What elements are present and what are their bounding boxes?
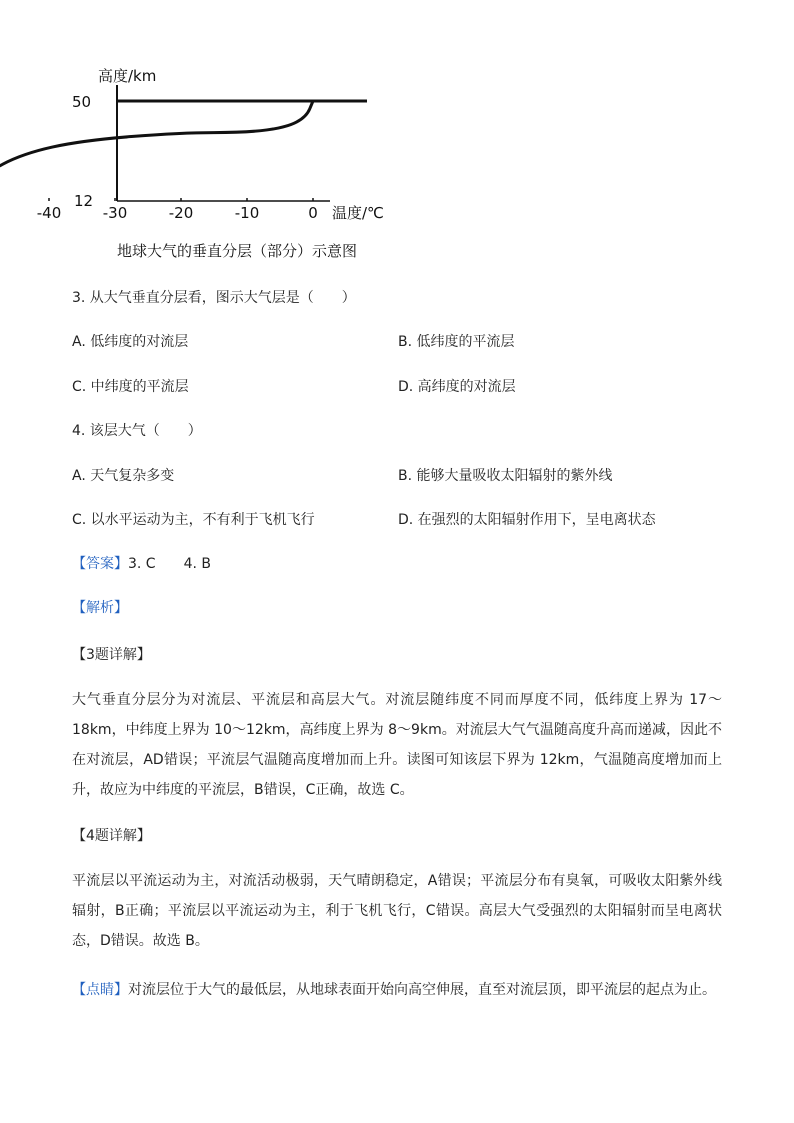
y-axis-label: 高度/km [98,67,157,85]
q4-option-b: B. 能够大量吸收太阳辐射的紫外线 [398,468,613,484]
x-axis-label: 温度/℃ [332,204,384,222]
q4-option-a: A. 天气复杂多变 [72,468,175,484]
tip-paragraph [72,975,722,1005]
q3-option-a: A. 低纬度的对流层 [72,334,189,350]
atmosphere-chart [36,55,400,270]
temperature-curve [0,101,313,201]
detail4-label: 【4题详解】 [72,828,151,844]
tip-text: 对流层位于大气的最低层，从地球表面开始向高空伸展，直至对流层顶，即平流层的起点为止。 [128,982,716,998]
q4-option-d: D. 在强烈的太阳辐射作用下，呈电离状态 [398,512,656,528]
answer-text: 3. C 4. B [128,556,211,572]
q3-option-c: C. 中纬度的平流层 [72,379,189,395]
x-tick-label: 0 [308,204,318,222]
detail4-text: 平流层以平流运动为主，对流活动极弱，天气晴朗稳定，A错误；平流层分布有臭氧，可吸收太阳紫外线辐射，B正确；平流层以平流运动为主，利于飞机飞行，C错误。高层大气受强烈的太阳辐射而呈电离状态，D错误。故选 B。 [72,873,722,949]
q3-option-d: D. 高纬度的对流层 [398,379,516,395]
detail3-text: 大气垂直分层分为对流层、平流层和高层大气。对流层随纬度不同而厚度不同，低纬度上界为 17～18km，中纬度上界为 10～12km，高纬度上界为 8～9km。对流层大气气温随高度升高而递减，因此不在对流层，AD错误；平流层气温随高度增加而上升。读图可知该层下界为 12km，气温随高度增加而上升，故应为中纬度的平流层，B错误，C正确，故选 C。 [72,692,722,798]
x-tick-label: -40 [36,204,62,222]
detail3-label: 【3题详解】 [72,647,151,663]
x-tick-label: -20 [168,204,194,222]
q3-stem: 3. 从大气垂直分层看，图示大气层是（ ） [72,290,356,306]
answer-label: 【答案】 [72,556,128,572]
analysis-label: 【解析】 [72,600,128,616]
q3-option-b: B. 低纬度的平流层 [398,334,515,350]
y-tick-50: 50 [72,93,92,111]
figure-caption: 地球大气的垂直分层（部分）示意图 [117,242,358,260]
x-tick-label: -10 [234,204,260,222]
atmosphere-figure [36,55,400,270]
tip-label: 【点睛】 [72,982,128,998]
y-tick-12: 12 [74,192,94,210]
q4-stem: 4. 该层大气（ ） [72,423,202,439]
x-tick-label: -30 [102,204,128,222]
answer-line [72,554,211,574]
q4-option-c: C. 以水平运动为主，不有利于飞机飞行 [72,512,315,528]
